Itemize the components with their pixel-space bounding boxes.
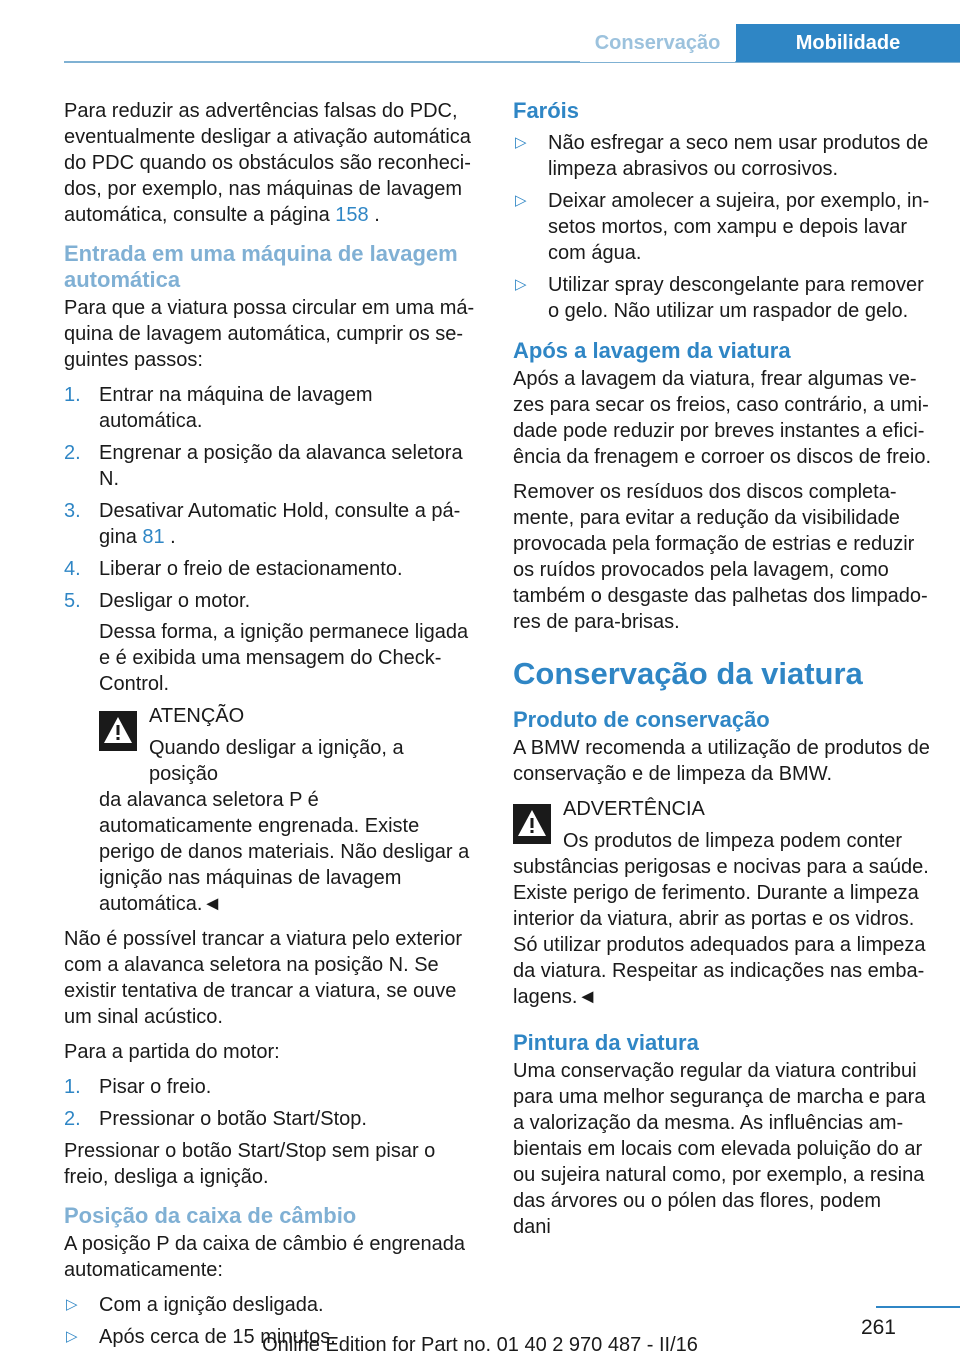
section-title-after-wash: Após a lavagem da viatura [513,338,791,363]
page-number-rule [876,1306,960,1308]
bullet-text: Após cerca de 15 minutos. [99,1326,336,1348]
triangle-bullet-icon: ▷ [66,1328,78,1345]
warning-body: substâncias perigosas e nocivas para a saúde. Existe perigo de ferimento. Durante a limpeza interior da viatura, abrir as portas e os vidros. Só utilizar produtos adequados para a limpeza da viatura. Respeitar as indicações nas embalagens.◄ [513,856,929,1008]
warning-lead [149,703,477,787]
section-title-car-wash: Entrada em uma máquina de lavagem automática [64,241,458,292]
intro-text: Para reduzir as advertências falsas do PDC, eventualmente desligar a ativação automática do PDC quando os obstáculos são reconhecidos, por exemplo, nas máquinas de lavagem automática, consulte a página [64,100,471,226]
product-paragraph: A BMW recomenda a utilização de produtos de conservação e de limpeza da BMW. [513,737,930,785]
warning-body: da alavanca seletora P é automaticamente engrenada. Existe perigo de danos materiais. Não desligar a ignição nas máquinas de lavagem automática.◄ [99,789,470,915]
warning-block-advertencia [513,796,931,1010]
bullet-text: Utilizar spray descongelante para remover o gelo. Não utilizar um raspador de gelo. [548,274,924,322]
step-number: 1. [64,384,81,406]
warning-head [99,703,477,787]
step-number: 4. [64,558,81,580]
right-column [513,98,931,1249]
section-title-product: Produto de conservação [513,707,770,732]
list-item [64,440,477,492]
car-wash-steps [64,382,477,697]
triangle-bullet-icon: ▷ [515,134,527,151]
warning-triangle-icon [513,804,551,844]
step-number: 3. [64,500,81,522]
car-wash-intro: Para que a viatura possa circular em uma máquina de lavagem automática, cumprir os seguintes passos: [64,297,475,371]
lock-paragraph: Não é possível trancar a viatura pelo exterior com a alavanca seletora na posição N. Se existir tentativa de trancar a viatura, se ouve um sinal acústico. [64,928,462,1028]
triangle-bullet-icon: ▷ [515,192,527,209]
step-text: Pressionar o botão Start/Stop. [99,1108,367,1130]
chapter-title: Conservação da viatura [513,656,863,691]
tab-conservacao[interactable]: Conservação [580,24,735,62]
warning-block-atencao [99,703,477,917]
warning-first-line: Os produtos de limpeza podem conter [563,830,903,852]
list-item [513,188,931,266]
list-item [64,556,477,582]
step-number: 5. [64,590,81,612]
list-item [64,382,477,434]
warning-title: ATENÇÃO [149,705,245,727]
page-link-158[interactable]: 158 [335,204,369,226]
warning-lead [563,796,902,854]
section-title-gearbox: Posição da caixa de câmbio [64,1203,357,1228]
after-wash-paragraph-1: Após a lavagem da viatura, frear algumas vezes para secar os freios, caso contrário, a umidade pode reduzir por breves instantes a eficiência da frenagem e corroer os discos de freio. [513,368,931,468]
step-subtext: Dessa forma, a ignição permanece ligada e é exibida uma mensagem do Check-Control. [99,621,469,695]
step-text: Entrar na máquina de lavagem automática. [99,384,373,432]
warning-head [513,796,931,854]
bullet-text: Deixar amolecer a sujeira, por exemplo, insetos mortos, com xampu e depois lavar com água. [548,190,930,264]
list-item [513,130,931,182]
step-text: Liberar o freio de estacionamento. [99,558,403,580]
farois-bullets [513,130,931,324]
step-text: Pisar o freio. [99,1076,212,1098]
start-steps [64,1074,477,1132]
intro-after: . [368,204,380,226]
footer-edition: Online Edition for Part no. 01 40 2 970 487 - II/16 [262,1334,698,1356]
warning-first-line: Quando desligar a ignição, a posição [149,737,404,785]
list-item [64,498,477,550]
step-number: 2. [64,442,81,464]
tab-mobilidade[interactable]: Mobilidade [736,24,960,62]
step-number: 1. [64,1076,81,1098]
section-title-farois: Faróis [513,98,580,123]
list-item [64,588,477,697]
after-wash-paragraph-2: Remover os resíduos dos discos completamente, para evitar a redução da visibilidade provocada pela formação de estrias e reduzir os ruídos provocados pela lavagem, como também o desgaste das palhetas dos limpadores de para-brisas. [513,481,928,633]
bullet-text: Com a ignição desligada. [99,1294,324,1316]
page-link-81[interactable]: 81 [142,526,165,548]
warning-triangle-icon [99,711,137,751]
left-column [64,98,477,1356]
step-text: Engrenar a posição da alavanca seletora N. [99,442,463,490]
section-title-paint: Pintura da viatura [513,1030,699,1055]
list-item [64,1106,477,1132]
bullet-text: Não esfregar a seco nem usar produtos de limpeza abrasivos ou corrosivos. [548,132,929,180]
page-number: 261 [860,1316,896,1339]
list-item [513,272,931,324]
triangle-bullet-icon: ▷ [515,276,527,293]
start-paragraph-2: Pressionar o botão Start/Stop sem pisar o freio, desliga a ignição. [64,1140,436,1188]
step-text: Desligar o motor. [99,590,251,612]
triangle-bullet-icon: ▷ [66,1296,78,1313]
list-item [64,1074,477,1100]
list-item [64,1292,477,1318]
step-text: Desativar Automatic Hold, consulte a página [99,500,461,548]
gearbox-intro: A posição P da caixa de câmbio é engrenada automaticamente: [64,1233,466,1281]
step-text-after: . [164,526,176,548]
paint-paragraph: Uma conservação regular da viatura contribui para uma melhor segurança de marcha e para a valorização da mesma. As influências ambientais em locais com elevada poluição do ar ou sujeira natural como, por exemplo, a resina das árvores ou o pólen das flores, podem dani [513,1060,926,1238]
start-paragraph: Para a partida do motor: [64,1041,280,1063]
intro-paragraph [64,98,477,228]
warning-title: ADVERTÊNCIA [563,798,705,820]
step-number: 2. [64,1108,81,1130]
